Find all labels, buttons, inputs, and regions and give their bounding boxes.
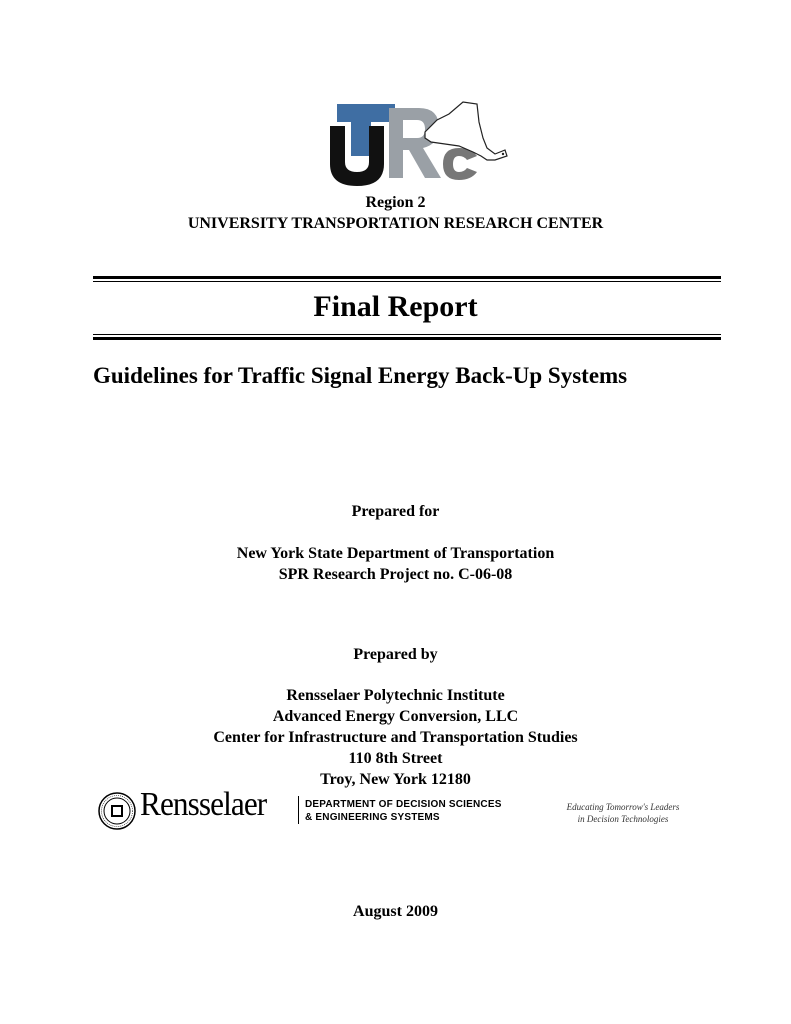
prepared-by-line: Advanced Energy Conversion, LLC [272,708,519,725]
prepared-by-line: 110 8th Street [348,750,443,767]
prepared-for-line: SPR Research Project no. C-06-08 [278,566,513,583]
prepared-by-line: Center for Infrastructure and Transportation Studies [213,729,578,746]
tagline-line: in Decision Technologies [577,814,669,824]
center-name: UNIVERSITY TRANSPORTATION RESEARCH CENTER [187,215,604,232]
tagline-line: Educating Tomorrow's Leaders [566,802,680,812]
department-line: DEPARTMENT OF DECISION SCIENCES [305,799,502,810]
prepared-for-label: Prepared for [351,503,440,520]
rensselaer-seal-icon [98,792,136,830]
utrc-logo [327,98,512,190]
prepared-by-line: Rensselaer Polytechnic Institute [286,687,505,704]
prepared-by-line: Troy, New York 12180 [320,771,471,788]
report-title: Guidelines for Traffic Signal Energy Back-Up Systems [93,363,628,388]
bottom-divider [93,334,721,340]
top-divider [93,276,721,282]
report-date: August 2009 [353,903,438,920]
rensselaer-wordmark: Rensselaer [140,786,267,823]
prepared-for-line: New York State Department of Transportation [236,545,555,562]
logo-divider [298,796,299,824]
region-label: Region 2 [365,194,426,211]
report-type-heading: Final Report [313,290,478,323]
department-line: & ENGINEERING SYSTEMS [305,812,440,823]
prepared-by-label: Prepared by [353,646,438,663]
